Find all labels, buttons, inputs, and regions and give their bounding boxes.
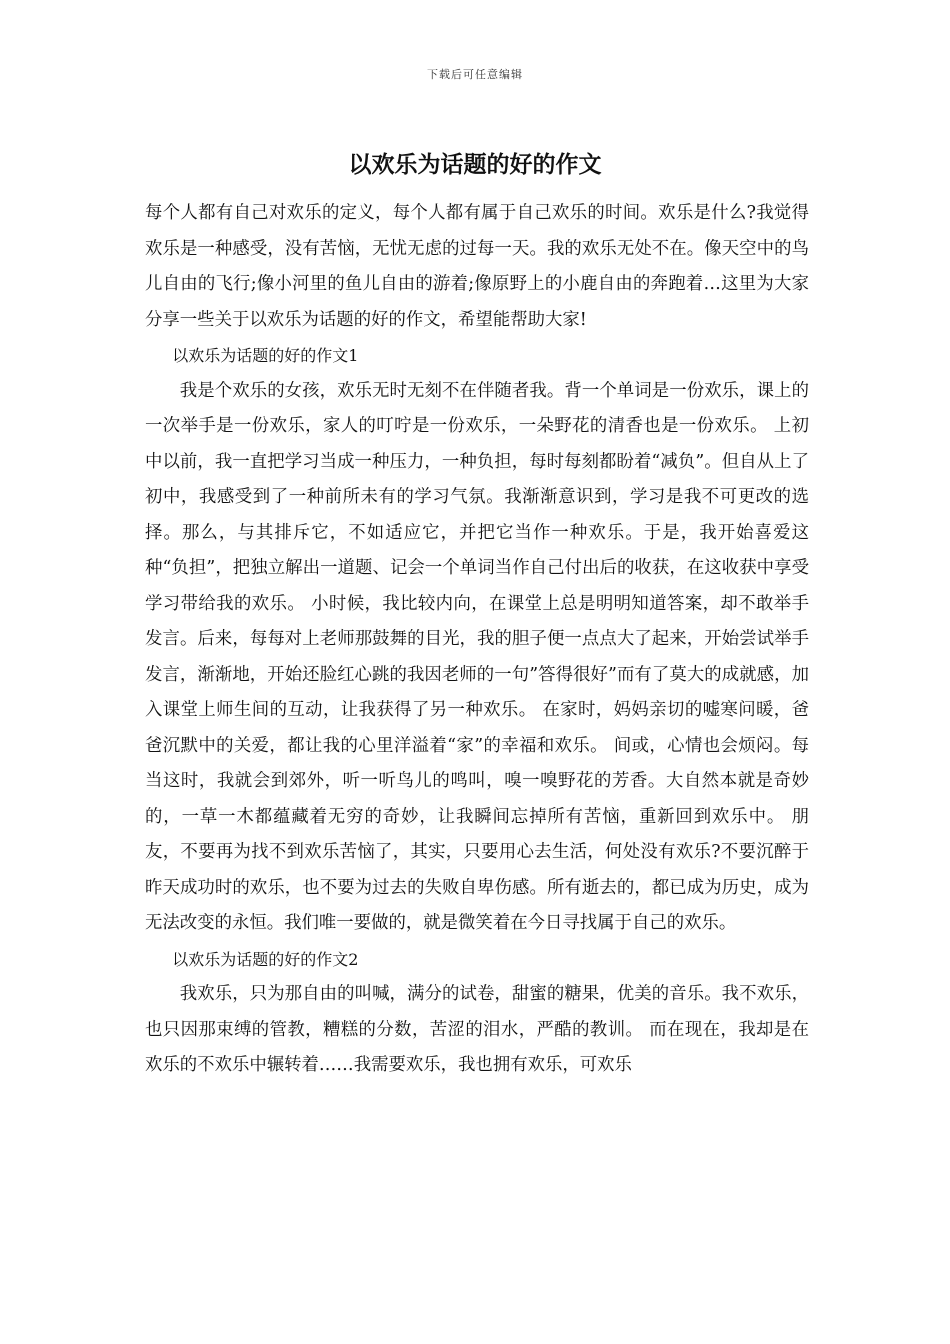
- document-title: 以欢乐为话题的好的作文: [348, 151, 602, 178]
- header-note: 下载后可任意编辑: [427, 68, 523, 81]
- essay-2-heading: 以欢乐为话题的好的作文2: [172, 949, 359, 969]
- document-body: [145, 196, 809, 1084]
- essay-1-body: 我是个欢乐的女孩，欢乐无时无刻不在伴随者我。背一个单词是一份欢乐，课上的一次举手是一份欢乐，家人的叮咛是一份欢乐，一朵野花的清香也是一份欢乐。 上初中以前，我一直把学习当成一种压力，一种负担，每时每刻都盼着“减负”。但自从上了初中，我感受到了一种前所未有的学习气氛。我渐渐意识到，学习是我不可更改的选择。那么，与其排斥它，不如适应它，并把它当作一种欢乐。于是，我开始喜爱这种“负担”，把独立解出一道题、记会一个单词当作自己付出后的收获，在这收获中享受学习带给我的欢乐。 小时候，我比较内向，在课堂上总是明明知道答案，却不敢举手发言。后来，每每对上老师那鼓舞的目光，我的胆子便一点点大了起来，开始尝试举手发言，渐渐地，开始还脸红心跳的我因老师的一句”答得很好”而有了莫大的成就感，加入课堂上师生间的互动，让我获得了另一种欢乐。 在家时，妈妈亲切的嘘寒问暖，爸爸沉默中的关爱，都让我的心里洋溢着“家”的幸福和欢乐。 间或，心情也会烦闷。每当这时，我就会到郊外，听一听鸟儿的鸣叫，嗅一嗅野花的芳香。大自然本就是奇妙的，一草一木都蕴藏着无穷的奇妙，让我瞬间忘掉所有苦恼，重新回到欢乐中。 朋友，不要再为找不到欢乐苦恼了，其实，只要用心去生活，何处没有欢乐?不要沉醉于昨天成功时的欢乐，也不要为过去的失败自卑伤感。所有逝去的，都已成为历史，成为无法改变的永恒。我们唯一要做的，就是微笑着在今日寻找属于自己的欢乐。: [145, 380, 809, 933]
- essay-2-body: 我欢乐，只为那自由的叫喊，满分的试卷，甜蜜的糖果，优美的音乐。我不欢乐，也只因那束缚的管教，糟糕的分数，苦涩的泪水，严酷的教训。 而在现在，我却是在欢乐的不欢乐中辗转着……我需要欢乐，我也拥有欢乐，可欢乐: [145, 984, 809, 1075]
- essay-1-heading: 以欢乐为话题的好的作文1: [172, 346, 359, 365]
- intro-paragraph: 每个人都有自己对欢乐的定义，每个人都有属于自己欢乐的时间。欢乐是什么?我觉得欢乐是一种感受，没有苦恼，无忧无虑的过每一天。我的欢乐无处不在。像天空中的鸟儿自由的飞行;像小河里的鱼儿自由的游着;像原野上的小鹿自由的奔跑着…这里为大家分享一些关于以欢乐为话题的好的作文，希望能帮助大家!: [145, 203, 809, 330]
